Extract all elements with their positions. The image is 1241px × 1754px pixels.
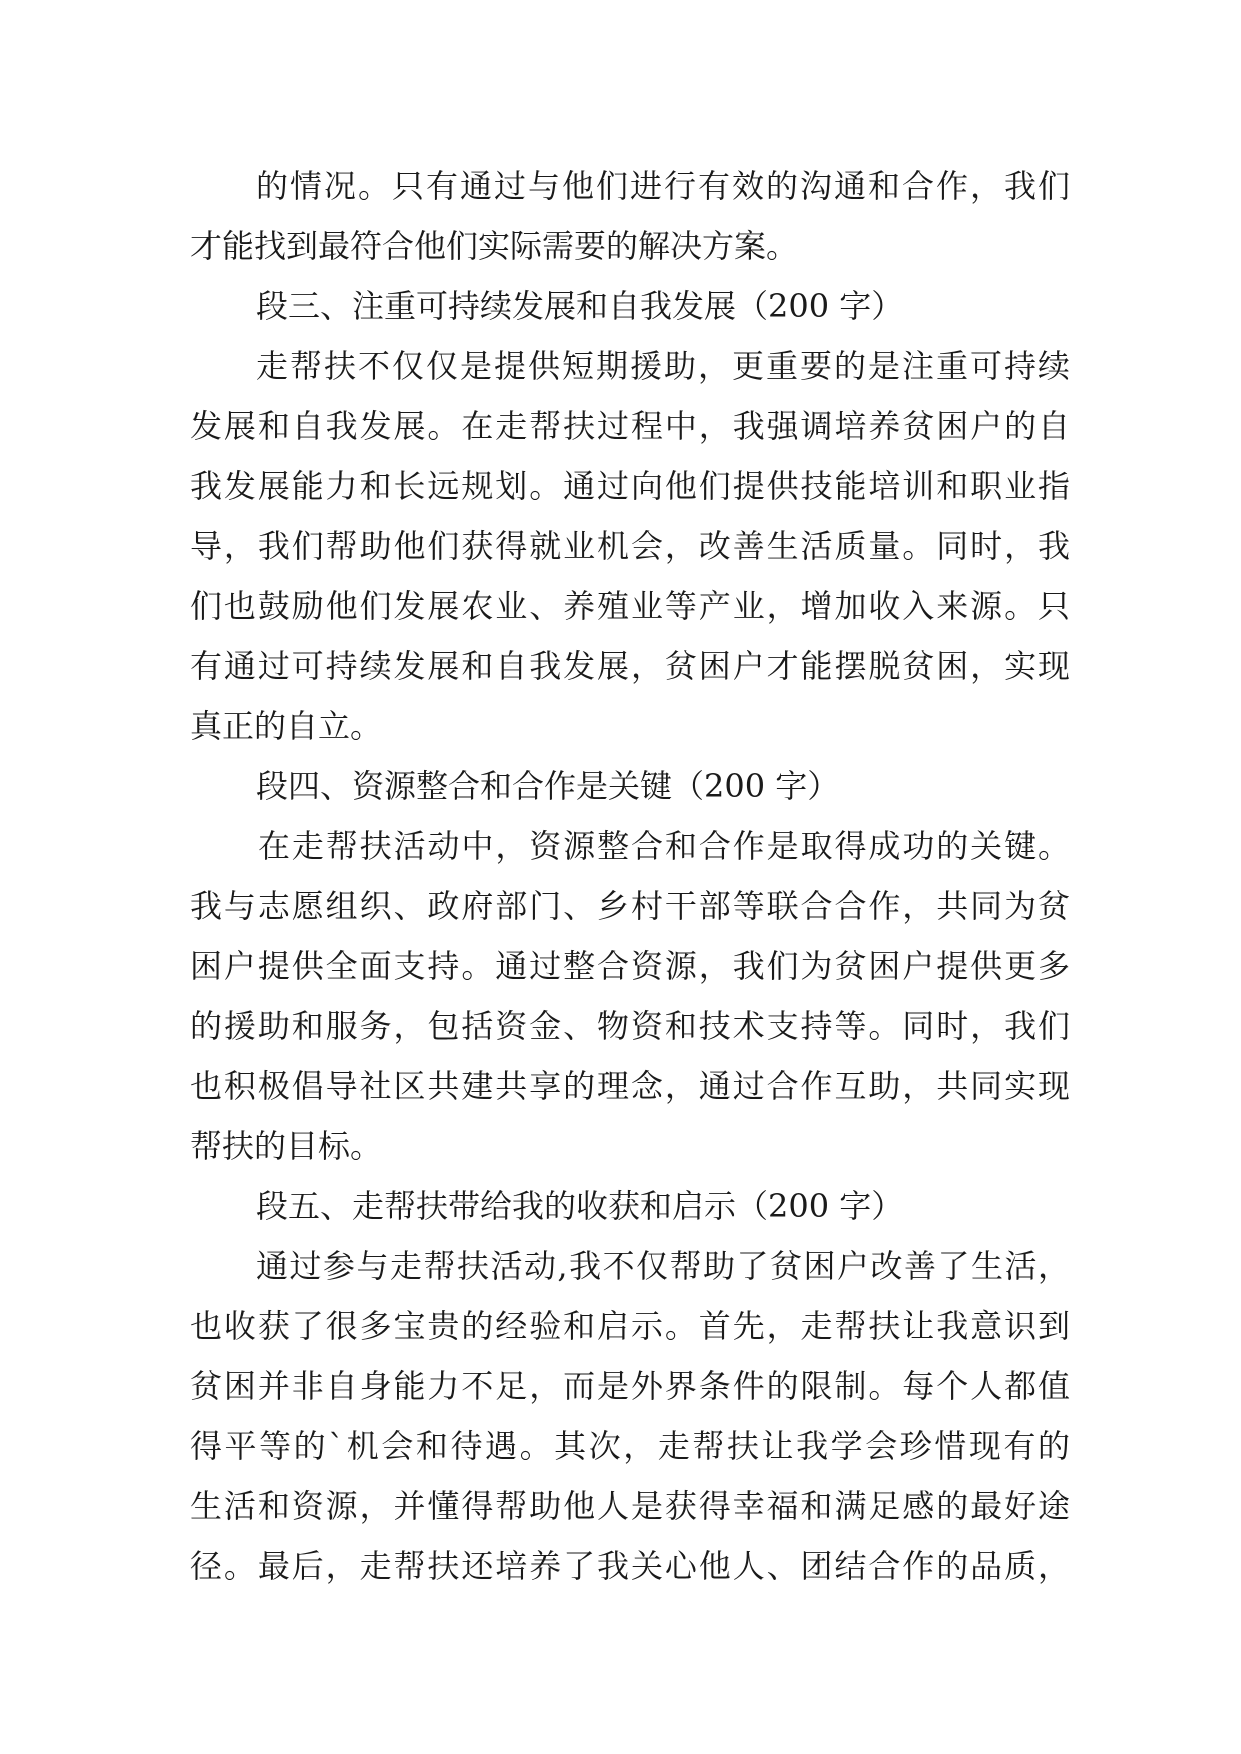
text-line-10: 真正的自立。: [190, 707, 383, 745]
section-heading-4: 段四、资源整合和合作是关键（200 字）: [256, 767, 840, 805]
text-line-12: 在走帮扶活动中，资源整合和合作是取得成功的关键。: [258, 827, 1070, 865]
text-line-20: 也收获了很多宝贵的经验和启示。首先，走帮扶让我意识到: [190, 1307, 1070, 1345]
text-line-15: 的援助和服务，包括资金、物资和技术支持等。同时，我们: [190, 1007, 1070, 1045]
text-line-14: 困户提供全面支持。通过整合资源，我们为贫困户提供更多: [190, 947, 1070, 985]
text-line-4: 走帮扶不仅仅是提供短期援助，更重要的是注重可持续: [256, 347, 1070, 385]
text-line-8: 们也鼓励他们发展农业、养殖业等产业，增加收入来源。只: [190, 587, 1070, 625]
text-line-13: 我与志愿组织、政府部门、乡村干部等联合合作，共同为贫: [190, 887, 1070, 925]
text-line-16: 也积极倡导社区共建共享的理念，通过合作互助，共同实现: [190, 1067, 1070, 1105]
text-line-19: 通过参与走帮扶活动,我不仅帮助了贫困户改善了生活，: [256, 1247, 1070, 1285]
section-heading-5: 段五、走帮扶带给我的收获和启示（200 字）: [256, 1187, 904, 1225]
text-line-2: 才能找到最符合他们实际需要的解决方案。: [190, 227, 799, 265]
text-line-1: 的情况。只有通过与他们进行有效的沟通和合作，我们: [256, 167, 1070, 205]
text-line-17: 帮扶的目标。: [190, 1127, 383, 1165]
text-line-9: 有通过可持续发展和自我发展，贫困户才能摆脱贫困，实现: [190, 647, 1070, 685]
text-line-7: 导，我们帮助他们获得就业机会，改善生活质量。同时，我: [190, 527, 1070, 565]
text-line-23: 生活和资源，并懂得帮助他人是获得幸福和满足感的最好途: [190, 1487, 1070, 1525]
text-line-6: 我发展能力和长远规划。通过向他们提供技能培训和职业指: [190, 467, 1070, 505]
text-line-21: 贫困并非自身能力不足，而是外界条件的限制。每个人都值: [190, 1367, 1070, 1405]
text-line-22: 得平等的`机会和待遇。其次，走帮扶让我学会珍惜现有的: [190, 1427, 1070, 1465]
section-heading-3: 段三、注重可持续发展和自我发展（200 字）: [256, 287, 904, 325]
text-line-24: 径。最后，走帮扶还培养了我关心他人、团结合作的品质，: [190, 1547, 1070, 1585]
text-line-5: 发展和自我发展。在走帮扶过程中，我强调培养贫困户的自: [190, 407, 1070, 445]
